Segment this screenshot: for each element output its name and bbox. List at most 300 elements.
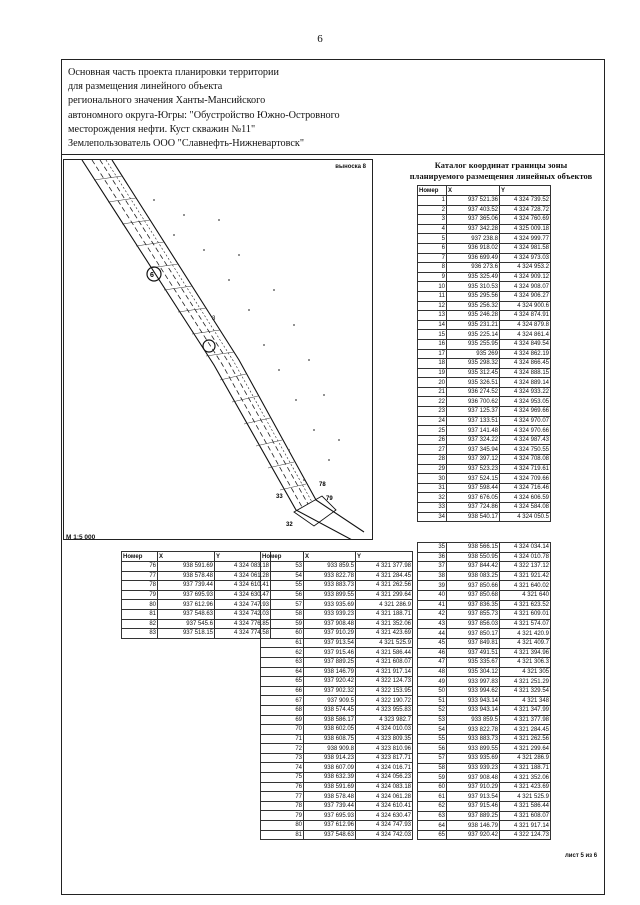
y-coordinate-cell: 4 321 377.98 xyxy=(500,715,551,725)
y-coordinate-cell: 4 321 623.52 xyxy=(500,600,551,610)
catalog-title-line: Каталог координат границы зоны xyxy=(434,161,568,170)
table-row xyxy=(261,677,413,687)
y-coordinate-cell: 4 324 981.58 xyxy=(500,243,551,253)
table-row xyxy=(418,543,551,553)
x-coordinate-cell: 937 909.5 xyxy=(304,696,356,706)
point-number-cell: 11 xyxy=(418,291,447,301)
y-coordinate-cell: 4 324 774.58 xyxy=(215,629,271,639)
y-coordinate-cell: 4 321 921.42 xyxy=(500,571,551,581)
y-coordinate-cell: 4 321 284.45 xyxy=(356,571,413,581)
table-row xyxy=(418,435,551,445)
table-row xyxy=(418,715,551,725)
y-coordinate-cell: 4 324 709.66 xyxy=(500,474,551,484)
y-coordinate-cell: 4 321 286.9 xyxy=(356,600,413,610)
map-point-label: 79 xyxy=(326,496,333,502)
circled-marker xyxy=(203,340,215,352)
x-coordinate-cell: 933 943.14 xyxy=(447,706,500,716)
table-row xyxy=(418,339,551,349)
table-row xyxy=(261,590,413,600)
y-coordinate-cell: 4 324 750.55 xyxy=(500,445,551,455)
point-number-cell: 38 xyxy=(418,571,447,581)
x-coordinate-cell: 933 997.83 xyxy=(447,677,500,687)
x-coordinate-cell: 933 943.14 xyxy=(447,696,500,706)
point-number-cell: 20 xyxy=(418,378,447,388)
table-row xyxy=(261,782,413,792)
table-row xyxy=(418,571,551,581)
table-row xyxy=(418,493,551,503)
point-number-cell: 5 xyxy=(418,234,447,244)
x-coordinate-cell: 937 598.44 xyxy=(447,483,500,493)
x-coordinate-cell: 935 255.95 xyxy=(447,339,500,349)
x-coordinate-cell: 933 822.78 xyxy=(304,571,356,581)
y-coordinate-cell: 4 321 640.02 xyxy=(500,581,551,591)
y-coordinate-cell: 4 321 299.64 xyxy=(500,744,551,754)
table-row xyxy=(418,234,551,244)
table-row xyxy=(418,696,551,706)
x-coordinate-cell: 938 578.48 xyxy=(158,571,215,581)
point-number-cell: 46 xyxy=(418,648,447,658)
y-coordinate-cell: 4 324 584.08 xyxy=(500,503,551,513)
table-row xyxy=(418,503,551,513)
table-row xyxy=(418,378,551,388)
x-coordinate-cell: 937 548.63 xyxy=(304,830,356,840)
table-row xyxy=(261,686,413,696)
point-number-cell: 36 xyxy=(418,552,447,562)
y-coordinate-cell: 4 324 630.47 xyxy=(356,811,413,821)
y-coordinate-cell: 4 321 423.69 xyxy=(356,629,413,639)
x-coordinate-cell: 938 566.15 xyxy=(447,543,500,553)
table-row xyxy=(418,224,551,234)
table-row xyxy=(418,686,551,696)
point-number-cell: 23 xyxy=(418,407,447,417)
point-number-cell: 39 xyxy=(418,581,447,591)
y-coordinate-cell: 4 324 760.69 xyxy=(500,215,551,225)
point-number-cell: 13 xyxy=(418,311,447,321)
point-number-cell: 22 xyxy=(418,397,447,407)
table-row xyxy=(261,753,413,763)
table-row xyxy=(261,763,413,773)
x-coordinate-cell: 938 602.05 xyxy=(304,725,356,735)
coordinates-table-main xyxy=(417,185,551,522)
point-number-cell: 43 xyxy=(418,619,447,629)
y-coordinate-cell: 4 324 716.46 xyxy=(500,483,551,493)
table-row xyxy=(261,600,413,610)
x-coordinate-cell: 937 836.35 xyxy=(447,600,500,610)
table-row xyxy=(261,657,413,667)
x-coordinate-cell: 935 231.21 xyxy=(447,320,500,330)
y-coordinate-cell: 4 321 305 xyxy=(500,667,551,677)
y-coordinate-cell: 4 321 917.14 xyxy=(500,821,551,831)
y-coordinate-cell: 4 324 050.5 xyxy=(500,512,551,522)
y-coordinate-cell: 4 324 016.71 xyxy=(356,763,413,773)
table-row xyxy=(261,801,413,811)
point-number-cell: 6 xyxy=(418,243,447,253)
table-row xyxy=(418,619,551,629)
point-number-cell: 62 xyxy=(418,802,447,812)
point-number-cell: 64 xyxy=(418,821,447,831)
table-row xyxy=(122,619,271,629)
table-row xyxy=(418,782,551,792)
point-number-cell: 14 xyxy=(418,320,447,330)
point-number-cell: 62 xyxy=(261,648,304,658)
y-coordinate-cell: 4 321 188.71 xyxy=(356,609,413,619)
point-number-cell: 80 xyxy=(261,821,304,831)
table-row xyxy=(261,667,413,677)
table-header-row xyxy=(122,552,271,562)
point-number-cell: 55 xyxy=(418,734,447,744)
x-coordinate-cell: 938 540.17 xyxy=(447,512,500,522)
x-coordinate-cell: 937 915.46 xyxy=(447,802,500,812)
table-row xyxy=(418,243,551,253)
point-number-cell: 35 xyxy=(418,543,447,553)
x-coordinate-cell: 935 256.32 xyxy=(447,301,500,311)
y-coordinate-cell: 4 324 862.19 xyxy=(500,349,551,359)
y-coordinate-cell: 4 321 640 xyxy=(500,590,551,600)
x-coordinate-cell: 937 365.06 xyxy=(447,215,500,225)
table-row xyxy=(418,426,551,436)
point-number-cell: 65 xyxy=(261,677,304,687)
table-row xyxy=(418,773,551,783)
point-number-cell: 29 xyxy=(418,464,447,474)
table-row xyxy=(261,705,413,715)
y-coordinate-cell: 4 321 394.96 xyxy=(500,648,551,658)
point-number-cell: 41 xyxy=(418,600,447,610)
y-coordinate-cell: 4 321 329.54 xyxy=(500,686,551,696)
table-row xyxy=(261,830,413,840)
table-row xyxy=(261,725,413,735)
point-number-cell: 52 xyxy=(418,706,447,716)
x-coordinate-cell: 933 899.55 xyxy=(304,590,356,600)
point-number-cell: 69 xyxy=(261,715,304,725)
table-row xyxy=(122,571,271,581)
page-number: 6 xyxy=(317,33,323,45)
x-coordinate-cell: 937 612.96 xyxy=(158,600,215,610)
x-coordinate-cell: 935 326.51 xyxy=(447,378,500,388)
point-number-cell: 56 xyxy=(418,744,447,754)
y-coordinate-cell: 4 324 906.27 xyxy=(500,291,551,301)
table-row xyxy=(261,811,413,821)
table-row xyxy=(261,744,413,754)
y-coordinate-cell: 4 324 987.43 xyxy=(500,435,551,445)
point-number-cell: 25 xyxy=(418,426,447,436)
x-coordinate-cell: 935 312.45 xyxy=(447,368,500,378)
point-number-cell: 57 xyxy=(418,754,447,764)
pipeline-line xyxy=(100,160,308,504)
x-coordinate-cell: 937 913.54 xyxy=(447,792,500,802)
x-coordinate-cell: 937 523.23 xyxy=(447,464,500,474)
y-coordinate-cell: 4 324 970.66 xyxy=(500,426,551,436)
y-coordinate-cell: 4 324 719.61 xyxy=(500,464,551,474)
table-row xyxy=(418,330,551,340)
point-number-cell: 45 xyxy=(418,638,447,648)
column-header: Y xyxy=(356,552,413,562)
y-coordinate-cell: 4 324 728.72 xyxy=(500,205,551,215)
map-callout-label: выноска 8 xyxy=(335,164,366,170)
point-number-cell: 79 xyxy=(261,811,304,821)
y-coordinate-cell: 4 321 306.3 xyxy=(500,658,551,668)
y-coordinate-cell: 4 321 586.44 xyxy=(500,802,551,812)
table-row xyxy=(261,821,413,831)
header-line: Землепользователь ООО "Славнефть-Нижневартовск" xyxy=(68,138,305,150)
y-coordinate-cell: 4 324 742.03 xyxy=(356,830,413,840)
y-coordinate-cell: 4 321 608.07 xyxy=(356,657,413,667)
y-coordinate-cell: 4 324 083.18 xyxy=(215,562,271,572)
x-coordinate-cell: 933 883.73 xyxy=(304,581,356,591)
table-row xyxy=(418,368,551,378)
point-number-cell: 8 xyxy=(418,263,447,273)
point-number-cell: 58 xyxy=(261,609,304,619)
x-coordinate-cell: 937 345.94 xyxy=(447,445,500,455)
y-coordinate-cell: 4 321 188.71 xyxy=(500,763,551,773)
table-row xyxy=(418,272,551,282)
table-row xyxy=(418,600,551,610)
point-number-cell: 31 xyxy=(418,483,447,493)
x-coordinate-cell: 936 699.49 xyxy=(447,253,500,263)
table-header-row xyxy=(418,186,551,196)
x-coordinate-cell: 937 850.66 xyxy=(447,581,500,591)
y-coordinate-cell: 4 324 849.54 xyxy=(500,339,551,349)
header-line: для размещения линейного объекта xyxy=(68,81,223,93)
table-row xyxy=(261,715,413,725)
table-row xyxy=(418,301,551,311)
table-row xyxy=(122,562,271,572)
table-row xyxy=(418,610,551,620)
table-row xyxy=(418,416,551,426)
column-header: Номер xyxy=(261,552,304,562)
point-number-cell: 28 xyxy=(418,455,447,465)
table-row xyxy=(418,387,551,397)
point-number-cell: 67 xyxy=(261,696,304,706)
x-coordinate-cell: 937 521.36 xyxy=(447,196,500,206)
y-coordinate-cell: 4 324 969.66 xyxy=(500,407,551,417)
y-coordinate-cell: 4 321 423.69 xyxy=(500,782,551,792)
table-row xyxy=(261,773,413,783)
x-coordinate-cell: 937 902.32 xyxy=(304,686,356,696)
y-coordinate-cell: 4 324 933.22 xyxy=(500,387,551,397)
x-coordinate-cell: 933 859.5 xyxy=(447,715,500,725)
point-number-cell: 54 xyxy=(418,725,447,735)
y-coordinate-cell: 4 324 970.07 xyxy=(500,416,551,426)
x-coordinate-cell: 937 910.29 xyxy=(304,629,356,639)
point-number-cell: 80 xyxy=(122,600,158,610)
point-number-cell: 59 xyxy=(418,773,447,783)
x-coordinate-cell: 935 310.53 xyxy=(447,282,500,292)
y-coordinate-cell: 4 321 348 xyxy=(500,696,551,706)
y-coordinate-cell: 4 322 153.95 xyxy=(356,686,413,696)
x-coordinate-cell: 937 910.29 xyxy=(447,782,500,792)
x-coordinate-cell: 938 083.25 xyxy=(447,571,500,581)
y-coordinate-cell: 4 324 606.59 xyxy=(500,493,551,503)
table-row xyxy=(418,658,551,668)
table-row xyxy=(261,648,413,658)
map-point-label: 32 xyxy=(286,522,293,528)
table-row xyxy=(418,590,551,600)
table-row xyxy=(418,455,551,465)
y-coordinate-cell: 4 325 009.18 xyxy=(500,224,551,234)
point-number-cell: 61 xyxy=(261,638,304,648)
table-row xyxy=(418,754,551,764)
point-number-cell: 75 xyxy=(261,773,304,783)
x-coordinate-cell: 937 920.42 xyxy=(304,677,356,687)
table-row xyxy=(418,359,551,369)
table-row xyxy=(261,562,413,572)
y-coordinate-cell: 4 324 034.14 xyxy=(500,543,551,553)
point-number-cell: 78 xyxy=(122,581,158,591)
x-coordinate-cell: 937 612.96 xyxy=(304,821,356,831)
point-number-cell: 32 xyxy=(418,493,447,503)
corridor-boundary-line xyxy=(82,160,354,540)
table-row xyxy=(418,552,551,562)
x-coordinate-cell: 935 298.32 xyxy=(447,359,500,369)
point-number-cell: 7 xyxy=(418,253,447,263)
point-number-cell: 1 xyxy=(418,196,447,206)
point-number-cell: 40 xyxy=(418,590,447,600)
point-number-cell: 56 xyxy=(261,590,304,600)
x-coordinate-cell: 936 700.62 xyxy=(447,397,500,407)
table-row xyxy=(418,638,551,648)
x-coordinate-cell: 935 269 xyxy=(447,349,500,359)
x-coordinate-cell: 938 574.45 xyxy=(304,705,356,715)
point-number-cell: 42 xyxy=(418,610,447,620)
table-row xyxy=(418,830,551,840)
x-coordinate-cell: 936 918.02 xyxy=(447,243,500,253)
y-coordinate-cell: 4 321 525.9 xyxy=(356,638,413,648)
x-coordinate-cell: 937 125.37 xyxy=(447,407,500,417)
point-number-cell: 59 xyxy=(261,619,304,629)
table-row xyxy=(261,734,413,744)
table-row xyxy=(261,571,413,581)
y-coordinate-cell: 4 323 955.83 xyxy=(356,705,413,715)
header-line: Основная часть проекта планировки территории xyxy=(68,67,279,78)
table-row xyxy=(418,282,551,292)
x-coordinate-cell: 937 133.51 xyxy=(447,416,500,426)
table-row xyxy=(418,311,551,321)
x-coordinate-cell: 935 295.56 xyxy=(447,291,500,301)
x-coordinate-cell: 937 141.48 xyxy=(447,426,500,436)
y-coordinate-cell: 4 324 879.8 xyxy=(500,320,551,330)
point-number-cell: 51 xyxy=(418,696,447,706)
point-number-cell: 50 xyxy=(418,686,447,696)
x-coordinate-cell: 937 342.28 xyxy=(447,224,500,234)
y-coordinate-cell: 4 324 953.05 xyxy=(500,397,551,407)
table-row xyxy=(418,821,551,831)
x-coordinate-cell: 933 939.23 xyxy=(304,609,356,619)
point-number-cell: 64 xyxy=(261,667,304,677)
x-coordinate-cell: 938 146.79 xyxy=(304,667,356,677)
x-coordinate-cell: 937 889.25 xyxy=(447,811,500,821)
table-row xyxy=(418,792,551,802)
y-coordinate-cell: 4 324 742.03 xyxy=(215,609,271,619)
table-row xyxy=(418,483,551,493)
table-row xyxy=(418,629,551,639)
y-coordinate-cell: 4 324 861.4 xyxy=(500,330,551,340)
x-coordinate-cell: 933 899.55 xyxy=(447,744,500,754)
table-row xyxy=(418,581,551,591)
x-coordinate-cell: 937 324.22 xyxy=(447,435,500,445)
x-coordinate-cell: 935 325.49 xyxy=(447,272,500,282)
table-header-row xyxy=(261,552,413,562)
table-row xyxy=(418,215,551,225)
point-number-cell: 48 xyxy=(418,667,447,677)
x-coordinate-cell: 938 550.95 xyxy=(447,552,500,562)
point-number-cell: 79 xyxy=(122,590,158,600)
corridor-boundary-line xyxy=(112,160,364,532)
y-coordinate-cell: 4 321 609.01 xyxy=(500,610,551,620)
x-coordinate-cell: 937 397.12 xyxy=(447,455,500,465)
y-coordinate-cell: 4 321 262.56 xyxy=(500,734,551,744)
x-coordinate-cell: 937 908.48 xyxy=(447,773,500,783)
y-coordinate-cell: 4 323 817.71 xyxy=(356,753,413,763)
x-coordinate-cell: 937 545.6 xyxy=(158,619,215,629)
header-line: автономного округа-Югры: "Обустройство Южно-Островного xyxy=(68,109,340,121)
x-coordinate-cell: 937 695.93 xyxy=(304,811,356,821)
point-number-cell: 76 xyxy=(261,782,304,792)
map-point-label: 3 xyxy=(212,316,216,322)
point-number-cell: 15 xyxy=(418,330,447,340)
x-coordinate-cell: 937 920.42 xyxy=(447,830,500,840)
y-coordinate-cell: 4 321 286.9 xyxy=(500,754,551,764)
y-coordinate-cell: 4 324 061.28 xyxy=(356,792,413,802)
table-row xyxy=(418,802,551,812)
table-row xyxy=(261,638,413,648)
table-row xyxy=(418,725,551,735)
point-number-cell: 60 xyxy=(418,782,447,792)
table-row xyxy=(261,629,413,639)
point-number-cell: 30 xyxy=(418,474,447,484)
point-number-cell: 49 xyxy=(418,677,447,687)
x-coordinate-cell: 933 822.78 xyxy=(447,725,500,735)
x-coordinate-cell: 937 855.73 xyxy=(447,610,500,620)
x-coordinate-cell: 937 491.51 xyxy=(447,648,500,658)
point-number-cell: 16 xyxy=(418,339,447,349)
x-coordinate-cell: 933 935.69 xyxy=(304,600,356,610)
table-row xyxy=(418,349,551,359)
point-number-cell: 61 xyxy=(418,792,447,802)
x-coordinate-cell: 935 225.14 xyxy=(447,330,500,340)
y-coordinate-cell: 4 321 262.56 xyxy=(356,581,413,591)
x-coordinate-cell: 937 849.81 xyxy=(447,638,500,648)
y-coordinate-cell: 4 324 888.15 xyxy=(500,368,551,378)
point-number-cell: 2 xyxy=(418,205,447,215)
table-row xyxy=(418,196,551,206)
x-coordinate-cell: 933 994.62 xyxy=(447,686,500,696)
point-number-cell: 53 xyxy=(261,562,304,572)
x-coordinate-cell: 936 274.52 xyxy=(447,387,500,397)
map-point-label: 33 xyxy=(276,494,283,500)
table-row xyxy=(418,474,551,484)
map-callout xyxy=(63,159,373,540)
point-number-cell: 24 xyxy=(418,416,447,426)
table-row xyxy=(418,253,551,263)
table-row xyxy=(418,677,551,687)
point-number-cell: 70 xyxy=(261,725,304,735)
x-coordinate-cell: 933 935.69 xyxy=(447,754,500,764)
header-line: регионального значения Ханты-Мансийского xyxy=(68,95,266,107)
map-point-label: 78 xyxy=(319,482,326,488)
x-coordinate-cell: 935 304.12 xyxy=(447,667,500,677)
point-number-cell: 26 xyxy=(418,435,447,445)
point-number-cell: 76 xyxy=(122,562,158,572)
table-row xyxy=(122,590,271,600)
y-coordinate-cell: 4 321 574.07 xyxy=(500,619,551,629)
point-number-cell: 17 xyxy=(418,349,447,359)
column-header: X xyxy=(447,186,500,196)
catalog-title-line: планируемого размещения линейных объектов xyxy=(409,172,593,181)
table-row xyxy=(261,696,413,706)
table-row xyxy=(122,581,271,591)
point-number-cell: 21 xyxy=(418,387,447,397)
x-coordinate-cell: 938 909.8 xyxy=(304,744,356,754)
